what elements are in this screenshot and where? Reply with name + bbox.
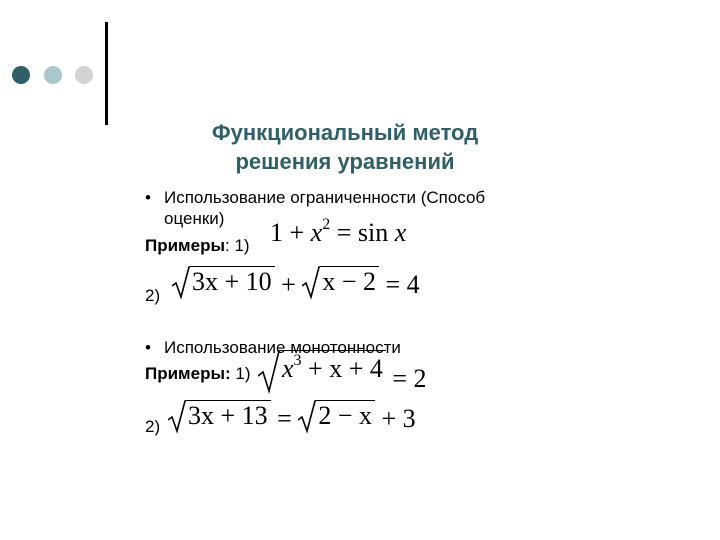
eq-rhs: = 2 — [385, 364, 427, 393]
radical-sign-icon — [302, 266, 320, 300]
equation-1-1 — [270, 218, 406, 248]
eq-var: x — [394, 218, 407, 247]
equation-2-2 — [168, 400, 416, 434]
eq-rest: + 3 — [375, 404, 416, 433]
bullet-marker: • — [145, 188, 151, 207]
examples-number: 1) — [230, 364, 251, 383]
radicand: 3x + 13 — [186, 400, 271, 434]
decor-dot-gray — [75, 66, 93, 84]
equation-1-2 — [172, 266, 420, 300]
eq-rest: + x + 4 — [301, 354, 383, 383]
examples-label-bold: Примеры: — [145, 364, 231, 383]
eq-equals: = — [270, 404, 299, 433]
radicand: 2 − x — [316, 400, 375, 434]
eq-rhs: = 4 — [379, 270, 420, 299]
sqrt-1 — [172, 266, 275, 300]
decor-dot-dark — [12, 66, 30, 84]
bullet-text: Использование монотонности — [164, 338, 401, 357]
eq-rhs: = sin — [330, 218, 395, 247]
eq-var: x — [310, 218, 323, 247]
decor-vertical-line — [105, 22, 108, 125]
bullet-text: Использование ограниченности (Способ оценки) — [164, 188, 486, 228]
radical-sign-icon — [298, 400, 316, 434]
eq-plus: + — [274, 270, 303, 299]
examples-label-bold: Примеры — [145, 236, 225, 255]
radicand — [280, 350, 386, 394]
radicand: 3x + 10 — [190, 266, 275, 300]
item-2-label-2: 2) — [145, 417, 161, 436]
examples-number: : 1) — [225, 236, 250, 255]
sqrt-2 — [298, 400, 375, 434]
slide-title — [150, 118, 540, 176]
decor-dot-light — [44, 66, 62, 84]
bullet-marker: • — [145, 338, 151, 357]
examples-label-2 — [145, 364, 251, 384]
radical-sign-icon — [258, 350, 280, 394]
slide-title-line-2: решения уравнений — [235, 149, 455, 174]
radical-sign-icon — [172, 266, 190, 300]
equation-2-1 — [258, 350, 427, 394]
examples-label-1 — [145, 236, 250, 256]
item-2-label-1: 2) — [145, 286, 161, 305]
sqrt-big — [258, 350, 386, 394]
eq-exponent: 3 — [293, 352, 302, 369]
sqrt-1 — [168, 400, 271, 434]
eq-term: 1 + — [270, 218, 311, 247]
eq-var: x — [282, 354, 294, 383]
radical-sign-icon — [168, 400, 186, 434]
slide-title-line-1: Функциональный метод — [211, 120, 479, 145]
radicand: x − 2 — [320, 266, 379, 300]
eq-exponent: 2 — [322, 216, 331, 233]
sqrt-2 — [302, 266, 379, 300]
